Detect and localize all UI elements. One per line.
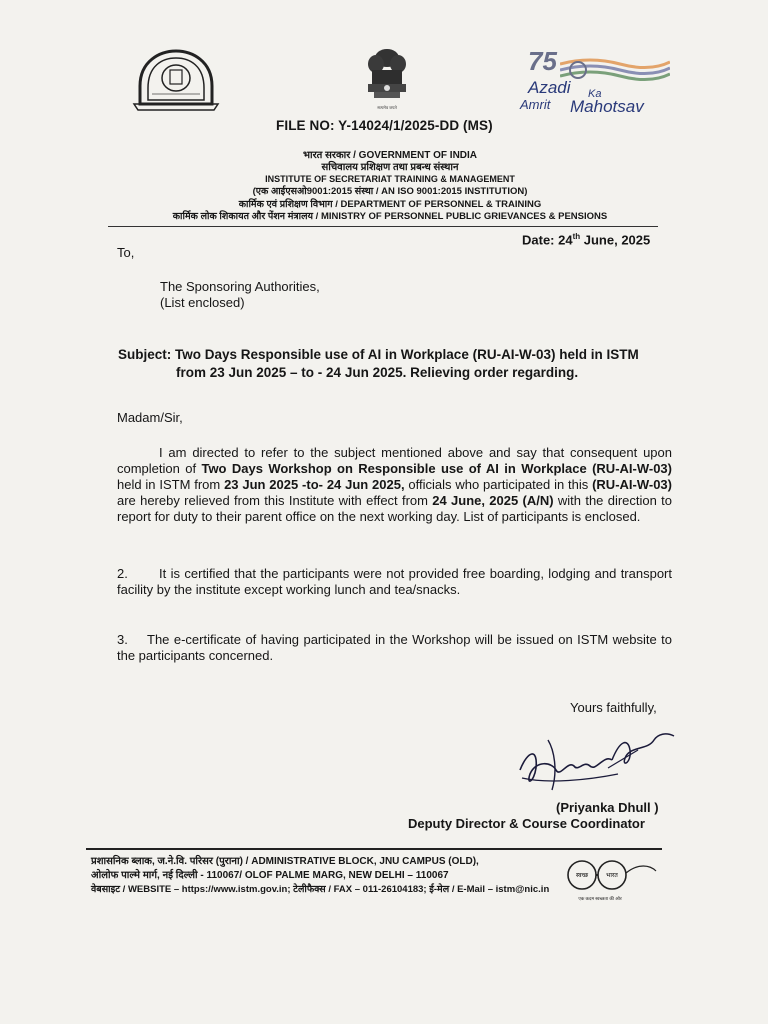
footer-contact: वेबसाइट / WEBSITE – https://www.istm.gov.in; टेलीफैक्स / FAX – 011-26104183; ई-मेल / E-Mail – istm@nic.in [91,884,550,895]
paragraph-2-number: 2. [117,566,128,581]
signatory-designation: Deputy Director & Course Coordinator [408,816,645,831]
paragraph-3-number: 3. [117,632,128,647]
flag-stripes-icon [560,54,670,84]
footer-divider [86,848,662,850]
subject-line2: from 23 Jun 2025 – to - 24 Jun 2025. Relieving order regarding. [176,365,579,380]
signatory-name: (Priyanka Dhull ) [556,800,659,815]
swachh-right-text: भारत [606,872,618,879]
paragraph-3: 3. The e-certificate of having participated in the Workshop will be issued on ISTM website to the participants concerned. [117,632,672,663]
swachh-bharat-logo-icon [562,853,662,901]
header-iso: (एक आईएसओ9001:2015 संस्था / AN ISO 9001:2015 INSTITUTION) [252,186,528,197]
salutation: Madam/Sir, [117,410,183,425]
paragraph-2: 2. It is certified that the participants were not provided free boarding, lodging and transport facility by the institute except working lunch and tea/snacks. [117,566,672,597]
subject [118,346,678,382]
subject-line1: Subject: Two Days Responsible use of AI in Workplace (RU-AI-W-03) held in ISTM [118,347,639,362]
azadi-ka-amrit-mahotsav-logo [520,44,670,114]
letter-date: Date: 24th June, 2025 [522,232,651,248]
signature-icon [508,720,688,800]
header-institute: INSTITUTE OF SECRETARIAT TRAINING & MANAGEMENT [265,174,515,184]
azadi-word: Azadi [528,78,571,97]
header-divider [108,226,658,227]
header-govt: भारत सरकार / GOVERNMENT OF INDIA [302,150,478,161]
header-department: कार्मिक एवं प्रशिक्षण विभाग / DEPARTMENT OF PERSONNEL & TRAINING [238,199,542,210]
to-label: To, [117,245,135,260]
istm-logo-icon [130,46,222,114]
footer-address-line2: ओलोफ पाल्मे मार्ग, नई दिल्ली - 110067/ OLOF PALME MARG, NEW DELHI – 110067 [91,870,449,881]
emblem-caption: सत्यमेव जयते [377,105,397,110]
addressee-line1: The Sponsoring Authorities, [160,279,320,294]
footer-address-line1: प्रशासनिक ब्लाक, ज.ने.वि. परिसर (पुराना) / ADMINISTRATIVE BLOCK, JNU CAMPUS (OLD), [91,856,479,867]
amrit-word: Amrit [520,97,551,112]
ka-word: Ka [588,88,602,100]
swachh-left-text: स्वच्छ [575,872,589,879]
azadi-75: 75 [528,46,557,76]
closing: Yours faithfully, [570,700,657,715]
paragraph-1: I am directed to refer to the subject mentioned above and say that consequent upon completion of Two Days Workshop on Responsible use of AI in Workplace (RU-AI-W-03) held in ISTM from 23 Jun 2025 -to- 24 Jun 2025, officials who participated in this (RU-AI-W-03) are hereby relieved from this Institute with effect from 24 June, 2025 (A/N) with the direction to report for duty to their parent office on the next working day. List of participants is enclosed. [117,445,672,524]
swachh-caption: एक कदम स्वच्छता की ओर [578,896,622,901]
header-institute-hindi: सचिवालय प्रशिक्षण तथा प्रबन्ध संस्थान [321,162,459,173]
file-number: FILE NO: Y-14024/1/2025-DD (MS) [276,118,493,133]
addressee-line2: (List enclosed) [160,295,245,310]
mahotsav-word: Mahotsav [570,97,644,116]
header-ministry: कार्मिक लोक शिकायत और पेंशन मंत्रालय / MINISTRY OF PERSONNEL PUBLIC GRIEVANCES & PENSIONS [172,211,608,222]
national-emblem-icon [360,44,414,110]
